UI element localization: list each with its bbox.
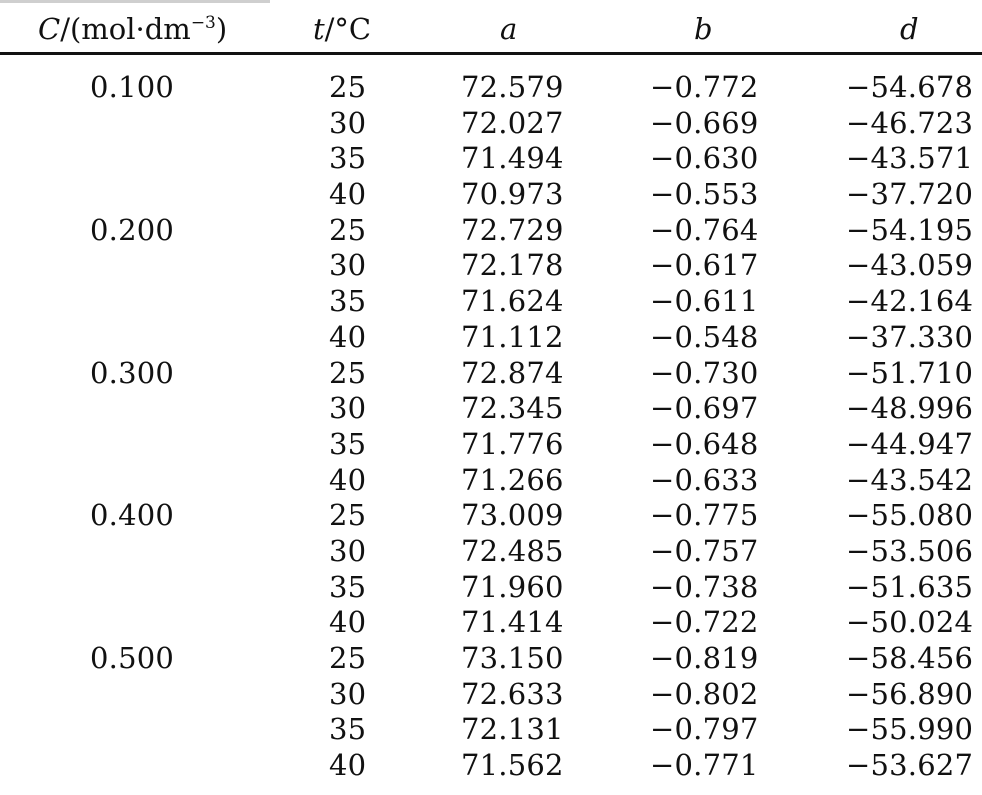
table-row (0, 534, 982, 570)
d-value-cell: −53.627 (846, 748, 974, 783)
table-row (0, 641, 982, 677)
table-row (0, 712, 982, 748)
concentration-cell: 0.400 (90, 498, 175, 533)
a-value-cell: 72.178 (461, 248, 564, 283)
table-row (0, 570, 982, 606)
d-value-cell: −50.024 (846, 605, 974, 640)
a-value-cell: 72.027 (461, 105, 564, 140)
temperature-cell: 35 (329, 284, 367, 319)
a-value-cell: 71.562 (461, 748, 564, 783)
concentration-cell: 0.500 (90, 641, 175, 675)
concentration-cell: 0.200 (90, 212, 175, 247)
table-row (0, 677, 982, 713)
concentration-unit-close: ) (215, 12, 228, 46)
d-value-cell: −56.890 (846, 676, 974, 711)
d-value-cell: −51.710 (846, 355, 974, 390)
temperature-cell: 25 (329, 498, 367, 533)
top-rule-fragment (0, 0, 270, 3)
d-value-cell: −43.059 (846, 248, 974, 283)
d-value-cell: −44.947 (846, 426, 974, 461)
table-row (0, 605, 982, 641)
table-row (0, 320, 982, 356)
d-value-cell: −43.571 (846, 141, 974, 176)
temperature-cell: 40 (329, 605, 367, 640)
d-value-cell: −43.542 (846, 462, 974, 497)
b-value-cell: −0.764 (650, 212, 759, 247)
b-value-cell: −0.797 (650, 712, 759, 747)
d-column-header: d (900, 12, 919, 46)
table-row (0, 356, 982, 392)
d-value-cell: −55.990 (846, 712, 974, 747)
a-value-cell: 71.414 (461, 605, 564, 640)
temperature-cell: 40 (329, 462, 367, 497)
b-value-cell: −0.697 (650, 391, 759, 426)
a-value-cell: 73.150 (461, 641, 564, 675)
temperature-cell: 25 (329, 70, 367, 104)
table-row (0, 106, 982, 142)
table-row (0, 391, 982, 427)
b-column-header: b (694, 12, 713, 46)
table-row (0, 248, 982, 284)
d-value-cell: −51.635 (846, 569, 974, 604)
table-row (0, 177, 982, 213)
b-value-cell: −0.775 (650, 498, 759, 533)
concentration-column-header (38, 8, 227, 50)
a-value-cell: 72.131 (461, 712, 564, 747)
a-column-header: a (500, 12, 518, 46)
a-value-cell: 72.579 (461, 70, 564, 104)
d-value-cell: −37.720 (846, 177, 974, 212)
table-header-row (0, 8, 982, 50)
b-value-cell: −0.738 (650, 569, 759, 604)
table-body (0, 70, 982, 784)
temperature-cell: 35 (329, 426, 367, 461)
table-row (0, 70, 982, 106)
table-row (0, 213, 982, 249)
a-value-cell: 72.874 (461, 355, 564, 390)
b-value-cell: −0.730 (650, 355, 759, 390)
a-value-cell: 71.112 (461, 319, 564, 354)
d-value-cell: −54.195 (846, 212, 974, 247)
header-rule (0, 52, 982, 55)
a-value-cell: 71.960 (461, 569, 564, 604)
table-row (0, 284, 982, 320)
b-value-cell: −0.772 (650, 70, 759, 104)
b-value-cell: −0.633 (650, 462, 759, 497)
table-row (0, 498, 982, 534)
a-value-cell: 71.624 (461, 284, 564, 319)
concentration-unit-exponent: −3 (190, 13, 216, 33)
d-value-cell: −46.723 (846, 105, 974, 140)
temperature-cell: 25 (329, 212, 367, 247)
temperature-cell: 40 (329, 319, 367, 354)
b-value-cell: −0.648 (650, 426, 759, 461)
d-value-cell: −55.080 (846, 498, 974, 533)
temperature-cell: 35 (329, 141, 367, 176)
a-value-cell: 72.633 (461, 676, 564, 711)
concentration-unit-label: /(mol·dm (60, 12, 191, 46)
a-value-cell: 71.776 (461, 426, 564, 461)
temperature-cell: 30 (329, 105, 367, 140)
a-value-cell: 72.485 (461, 533, 564, 568)
a-value-cell: 70.973 (461, 177, 564, 212)
a-value-cell: 72.729 (461, 212, 564, 247)
d-value-cell: −54.678 (846, 70, 974, 104)
temperature-cell: 40 (329, 748, 367, 783)
b-value-cell: −0.819 (650, 641, 759, 675)
b-value-cell: −0.722 (650, 605, 759, 640)
b-value-cell: −0.771 (650, 748, 759, 783)
concentration-cell: 0.300 (90, 355, 175, 390)
a-value-cell: 73.009 (461, 498, 564, 533)
d-value-cell: −42.164 (846, 284, 974, 319)
b-value-cell: −0.553 (650, 177, 759, 212)
d-value-cell: −58.456 (846, 641, 974, 675)
temperature-cell: 30 (329, 676, 367, 711)
temperature-cell: 30 (329, 391, 367, 426)
b-value-cell: −0.802 (650, 676, 759, 711)
temperature-cell: 25 (329, 355, 367, 390)
table-row (0, 141, 982, 177)
a-value-cell: 71.494 (461, 141, 564, 176)
concentration-symbol: C (38, 12, 61, 46)
concentration-cell: 0.100 (90, 70, 175, 104)
temperature-unit-label: /°C (324, 12, 372, 46)
temperature-cell: 40 (329, 177, 367, 212)
a-value-cell: 71.266 (461, 462, 564, 497)
table-row (0, 748, 982, 784)
b-value-cell: −0.548 (650, 319, 759, 354)
d-value-cell: −53.506 (846, 533, 974, 568)
b-value-cell: −0.757 (650, 533, 759, 568)
d-value-cell: −37.330 (846, 319, 974, 354)
temperature-cell: 25 (329, 641, 367, 675)
temperature-column-header (313, 8, 371, 50)
b-value-cell: −0.617 (650, 248, 759, 283)
temperature-cell: 30 (329, 533, 367, 568)
b-value-cell: −0.669 (650, 105, 759, 140)
temperature-cell: 35 (329, 569, 367, 604)
b-value-cell: −0.611 (650, 284, 759, 319)
table-row (0, 463, 982, 499)
temperature-cell: 30 (329, 248, 367, 283)
b-value-cell: −0.630 (650, 141, 759, 176)
temperature-symbol: t (313, 12, 325, 46)
table-row (0, 427, 982, 463)
temperature-cell: 35 (329, 712, 367, 747)
a-value-cell: 72.345 (461, 391, 564, 426)
d-value-cell: −48.996 (846, 391, 974, 426)
